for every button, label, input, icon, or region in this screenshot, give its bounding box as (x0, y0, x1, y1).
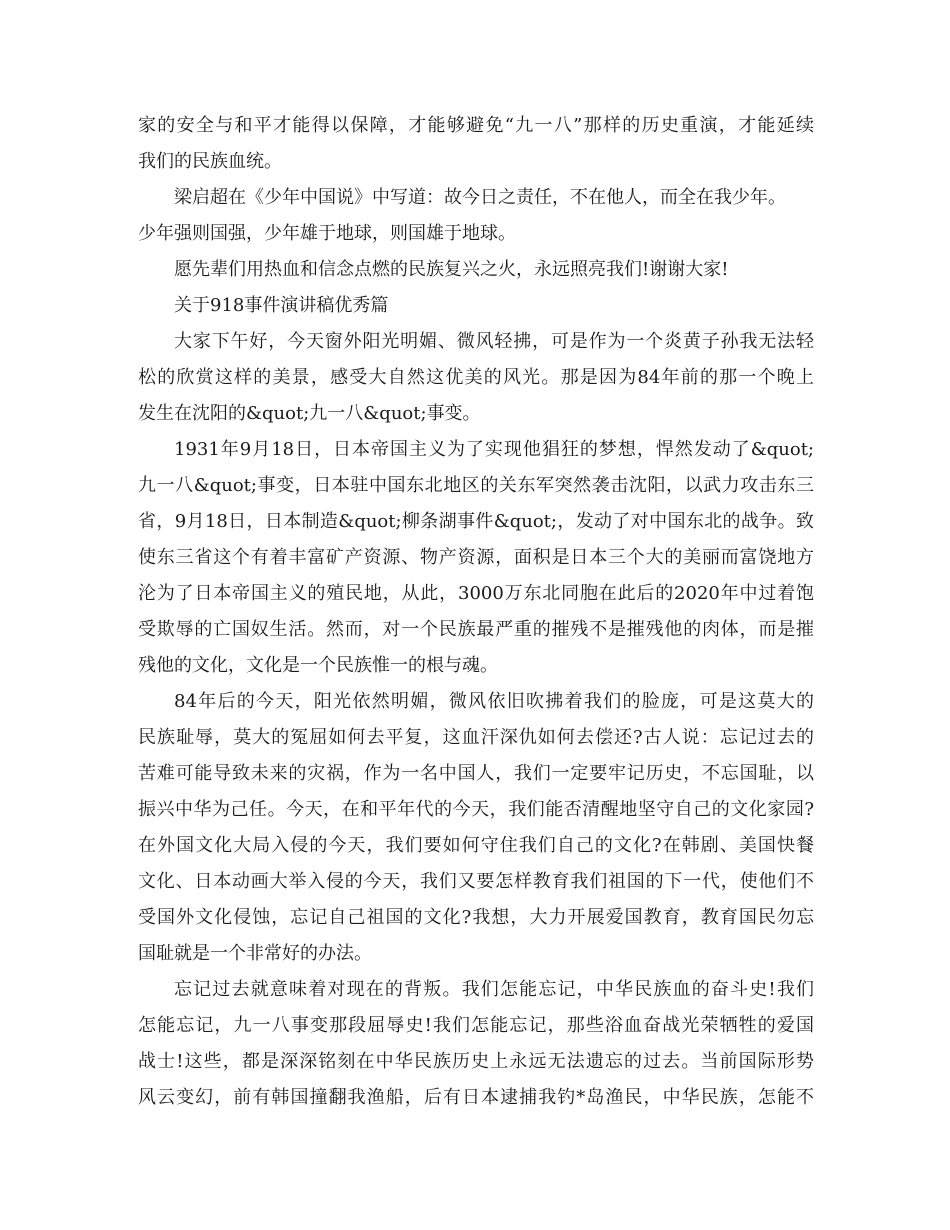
paragraph-line: 受欺辱的亡国奴生活。然而，对一个民族最严重的摧残不是摧残他的肉体，而是摧 (138, 619, 814, 640)
paragraph-line: 在外国文化大局入侵的今天，我们要如何守住我们自己的文化?在韩剧、美国快餐 (138, 835, 814, 856)
paragraph-line: 松的欣赏这样的美景，感受大自然这优美的风光。那是因为84年前的那一个晚上 (138, 367, 814, 388)
paragraph-line: 家的安全与和平才能得以保障，才能够避免“九一八”那样的历史重演，才能延续 (138, 115, 814, 136)
paragraph-line: 怎能忘记，九一八事变那段屈辱史!我们怎能忘记，那些浴血奋战光荣牺牲的爱国 (138, 1015, 814, 1036)
paragraph-line: 九一八&quot;事变，日本驻中国东北地区的关东军突然袭击沈阳，以武力攻击东三 (138, 475, 814, 496)
paragraph-line: 振兴中华为己任。今天，在和平年代的今天，我们能否清醒地坚守自己的文化家园? (138, 799, 814, 820)
paragraph-line: 1931年9月18日，日本帝国主义为了实现他猖狂的梦想，悍然发动了&quot; (174, 439, 814, 460)
paragraph-line: 残他的文化，文化是一个民族惟一的根与魂。 (138, 655, 498, 676)
paragraph-line: 民族耻辱，莫大的冤屈如何去平复，这血汗深仇如何去偿还?古人说：忘记过去的 (138, 727, 814, 748)
paragraph-line: 大家下午好，今天窗外阳光明媚、微风轻拂，可是作为一个炎黄子孙我无法轻 (174, 331, 814, 352)
paragraph-line: 忘记过去就意味着对现在的背叛。我们怎能忘记，中华民族血的奋斗史!我们 (174, 979, 814, 1000)
paragraph-line: 苦难可能导致未来的灾祸，作为一名中国人，我们一定要牢记历史，不忘国耻，以 (138, 763, 814, 784)
paragraph-line: 84年后的今天，阳光依然明媚，微风依旧吹拂着我们的脸庞，可是这莫大的 (174, 691, 814, 712)
paragraph-line: 风云变幻，前有韩国撞翻我渔船，后有日本逮捕我钓*岛渔民，中华民族，怎能不 (138, 1087, 814, 1108)
paragraph-line: 使东三省这个有着丰富矿产资源、物产资源，面积是日本三个大的美丽而富饶地方 (138, 547, 814, 568)
document-body (138, 108, 814, 1116)
paragraph-line: 国耻就是一个非常好的办法。 (138, 943, 372, 964)
paragraph-line: 文化、日本动画大举入侵的今天，我们又要怎样教育我们祖国的下一代，使他们不 (138, 871, 814, 892)
paragraph-line: 战士!这些，都是深深铭刻在中华民族历史上永远无法遗忘的过去。当前国际形势 (138, 1051, 814, 1072)
paragraph-line: 省，9月18日，日本制造&quot;柳条湖事件&quot;，发动了对中国东北的战争。致 (138, 511, 814, 532)
paragraph-line: 梁启超在《少年中国说》中写道：故今日之责任，不在他人，而全在我少年。 (174, 187, 786, 208)
section-heading: 关于918事件演讲稿优秀篇 (174, 295, 389, 316)
paragraph-line: 我们的民族血统。 (138, 151, 282, 172)
paragraph-line: 少年强则国强，少年雄于地球，则国雄于地球。 (138, 223, 516, 244)
paragraph-line: 愿先辈们用热血和信念点燃的民族复兴之火，永远照亮我们!谢谢大家! (174, 259, 729, 280)
paragraph-line: 受国外文化侵蚀，忘记自己祖国的文化?我想，大力开展爱国教育，教育国民勿忘 (138, 907, 814, 928)
paragraph-line: 发生在沈阳的&quot;九一八&quot;事变。 (138, 403, 481, 424)
paragraph-line: 沦为了日本帝国主义的殖民地，从此，3000万东北同胞在此后的2020年中过着饱 (138, 583, 814, 604)
